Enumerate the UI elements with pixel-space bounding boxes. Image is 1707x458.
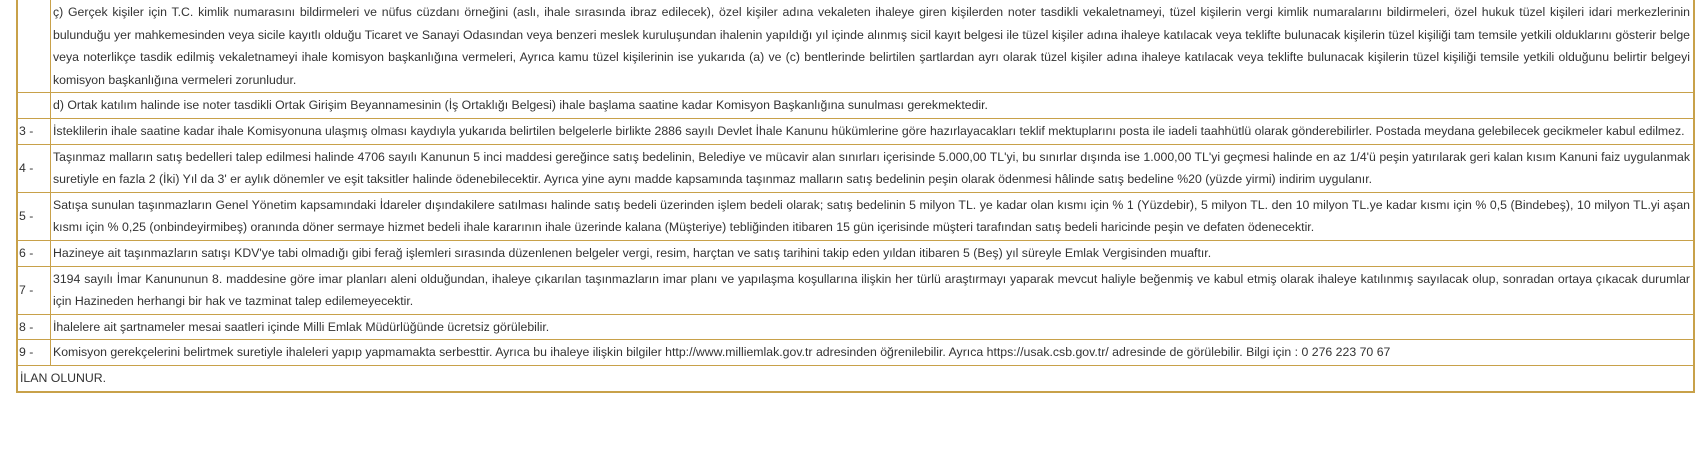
table-row [18, 240, 1694, 266]
row-number [18, 0, 51, 93]
row-number: 9 - [18, 340, 51, 366]
closing-text: İLAN OLUNUR. [18, 365, 1694, 391]
row-text-joint-venture: d) Ortak katılım halinde ise noter tasdikli Ortak Girişim Beyannamesinin (İş Ortaklığı Belgesi) ihale başlama saatine kadar Komisyon Başkanlığına sunulması gerekmektedir. [51, 93, 1694, 119]
row-number [18, 93, 51, 119]
announcement-table [17, 0, 1694, 392]
table-row [18, 118, 1694, 144]
row-number: 7 - [18, 266, 51, 314]
row-number: 8 - [18, 314, 51, 340]
row-text-postal-bids: İsteklilerin ihale saatine kadar ihale Komisyonuna ulaşmış olması kaydıyla yukarıda belirtilen belgelerle birlikte 2886 sayılı Devlet İhale Kanunu hükümlerine göre hazırlayacakları teklif mektuplarını posta ile iadeli taahhütlü olarak gönderebilirler. Postada meydana gelebilecek gecikmeler kabul edilmez. [51, 118, 1694, 144]
row-text-zoning: 3194 sayılı İmar Kanununun 8. maddesine göre imar planları aleni olduğundan, ihaleye çıkarılan taşınmazların imar planı ve yapılaşma koşullarına ilişkin her türlü araştırmayı yaparak mevcut haliyle beğenmiş ve kabul etmiş olarak ihaleye katılınmış sayılacak olup, sonradan ortaya çıkacak durumlar için Hazineden herhangi bir hak ve tazminat talep edilemeyecektir. [51, 266, 1694, 314]
row-text-commission-info: Komisyon gerekçelerini belirtmek suretiyle ihaleleri yapıp yapmamakta serbesttir. Ayrıca bu ihaleye ilişkin bilgiler http://www.milliemlak.gov.tr adresinden öğrenilebilir. Ayrıca https://usak.csb.gov.tr/ adresinde de görülebilir. Bilgi için : 0 276 223 70 67 [51, 340, 1694, 366]
row-number: 4 - [18, 144, 51, 192]
table-row [18, 314, 1694, 340]
row-number: 5 - [18, 192, 51, 240]
row-text-tax-exemption: Hazineye ait taşınmazların satışı KDV'ye tabi olmadığı gibi ferağ işlemleri sırasında düzenlenen belgeler vergi, resim, harçtan ve satış tarihini takip eden yıldan itibaren 5 (Beş) yıl süreyle Emlak Vergisinden muaftır. [51, 240, 1694, 266]
table-row [18, 93, 1694, 119]
row-number: 6 - [18, 240, 51, 266]
row-text-service-fee: Satışa sunulan taşınmazların Genel Yönetim kapsamındaki İdareler dışındakilere satılması halinde satış bedeli üzerinden işlem bedeli olarak; satış bedelinin 5 milyon TL. ye kadar olan kısmı için % 1 (Yüzdebir), 5 milyon TL. den 10 milyon TL.ye kadar kısmı için % 0,5 (Bindebeş), 10 milyon TL.yi aşan kısmı için % 0,25 (onbindeyirmibeş) oranında döner sermaye hizmet bedeli ihale kararının ihale üzerinde kalana (Müşteriye) tebliğinden itibaren 15 gün içerisinde müşteri tarafından satış bedeli haricinde peşin ve defaten ödenecektir. [51, 192, 1694, 240]
row-text-bidder-documents: ç) Gerçek kişiler için T.C. kimlik numarasını bildirmeleri ve nüfus cüzdanı örneğini (aslı, ihale sırasında ibraz edilecek), özel kişiler adına vekaleten ihaleye giren kişilerden noter tasdikli vekaletnameyi, tüzel kişilerin vergi kimlik numaralarını bildirmeleri, özel hukuk tüzel kişileri idari merkezlerinin bulunduğu yer mahkemesinden veya sicile kayıtlı olduğu Ticaret ve Sanayi Odasından veya benzeri meslek kuruluşundan ihalenin yapıldığı yıl içinde alınmış sicil kayıt belgesi ile tüzel kişiler adına ihaleye katılacak veya teklifte bulunacak kişilerin tüzel kişiliği tam temsile yetkili olduklarını gösterir belge veya noterlikçe tasdik edilmiş vekaletnameyi ihale komisyon başkanlığına vermeleri, Ayrıca kamu tüzel kişilerinin ise yukarıda (a) ve (c) bentlerinde belirtilen şartlardan ayrı olarak tüzel kişiler adına ihaleye katılacak veya teklifte bulunacak kişilerin tüzel kişiliği temsile yetkili olduğunu belirtir belgeyi komisyon başkanlığına vermeleri zorunludur. [51, 0, 1694, 93]
table-row [18, 266, 1694, 314]
table-row [18, 192, 1694, 240]
table-row [18, 340, 1694, 366]
row-text-installments: Taşınmaz malların satış bedelleri talep edilmesi halinde 4706 sayılı Kanunun 5 inci maddesi gereğince satış bedelinin, Belediye ve mücavir alan sınırları içerisinde 5.000,00 TL'yi, bu sınırlar dışında ise 1.000,00 TL'yi geçmesi halinde en az 1/4'ü peşin yatırılarak geri kalan kısım Kanuni faiz uygulanmak suretiyle en fazla 2 (İki) Yıl da 3' er aylık dönemler ve eşit taksitler halinde ödenebilecektir. Ayrıca yine aynı madde kapsamında taşınmaz malların satış bedelinin peşin olarak ödenmesi hâlinde satış bedeline %20 (yüzde yirmi) indirim uygulanır. [51, 144, 1694, 192]
table-row [18, 144, 1694, 192]
announcement-container [16, 0, 1695, 393]
row-number: 3 - [18, 118, 51, 144]
table-row [18, 0, 1694, 93]
table-row-closing [18, 365, 1694, 391]
row-text-specifications: İhalelere ait şartnameler mesai saatleri içinde Milli Emlak Müdürlüğünde ücretsiz görülebilir. [51, 314, 1694, 340]
